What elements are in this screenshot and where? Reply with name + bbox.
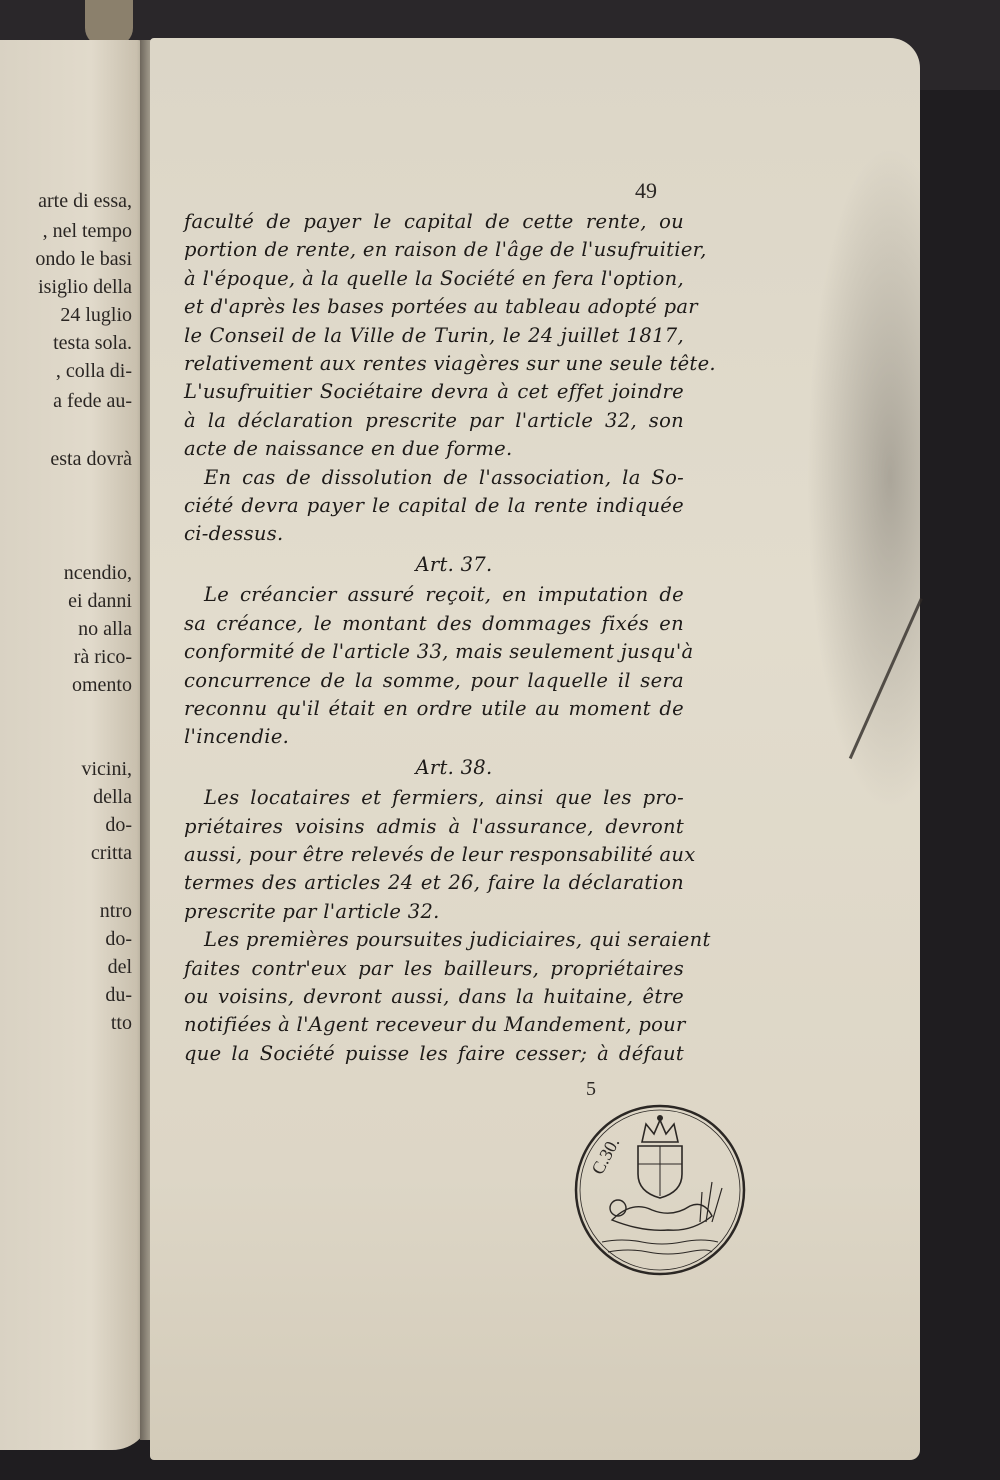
left-line: critta	[90, 842, 132, 864]
left-page	[0, 40, 152, 1450]
text-line: Le créancier assuré reçoit, en imputation de	[204, 583, 684, 607]
left-line: isiglio della	[38, 276, 132, 298]
text-line: l'incendie.	[184, 725, 290, 749]
left-line: no alla	[78, 618, 132, 640]
page-crease	[849, 598, 923, 759]
left-line: ncendio,	[63, 562, 132, 584]
text-line: aussi, pour être relevés de leur responsabilité aux	[184, 842, 696, 866]
left-line: du-	[105, 984, 132, 1006]
left-line: arte di essa,	[38, 190, 132, 212]
text-line: que la Société puisse les faire cesser; à défaut	[184, 1041, 684, 1065]
article-heading-37: Art. 37.	[415, 552, 493, 576]
left-line: omento	[72, 674, 132, 696]
body-text	[184, 208, 716, 1068]
left-line: ei danni	[68, 590, 132, 612]
text-line: à l'époque, à la quelle la Société en fera l'option,	[184, 266, 684, 290]
left-line: , colla di-	[55, 360, 132, 382]
text-line: concurrence de la somme, pour laquelle il sera	[184, 668, 684, 692]
left-line: testa sola.	[53, 332, 132, 354]
left-line: rà rico-	[73, 646, 132, 668]
left-line: a fede au-	[53, 390, 132, 412]
text-line: faites contr'eux par les bailleurs, propriétaires	[184, 956, 684, 980]
text-line: En cas de dissolution de l'association, la So-	[204, 465, 684, 489]
text-line: relativement aux rentes viagères sur une seule tête.	[184, 352, 716, 376]
text-line: conformité de l'article 33, mais seulement jusqu'à	[184, 640, 694, 664]
text-line: à la déclaration prescrite par l'article 32, son	[184, 408, 684, 432]
text-line: faculté de payer le capital de cette rente, ou	[184, 210, 684, 233]
text-line: acte de naissance en due forme.	[184, 437, 513, 461]
text-line: Les premières poursuites judiciaires, qui seraient	[204, 928, 711, 952]
left-line: 24 luglio	[60, 304, 132, 326]
article-heading-38: Art. 38.	[415, 755, 493, 779]
left-line: , nel tempo	[42, 220, 132, 242]
text-line: L'usufruitier Sociétaire devra à cet effet joindre	[184, 380, 684, 404]
left-line: do-	[105, 928, 132, 950]
stamp-label: C.30.	[587, 1133, 624, 1178]
text-line: sa créance, le montant des dommages fixés en	[184, 611, 684, 635]
text-line: ciété devra payer le capital de la rente indiquée	[184, 494, 684, 518]
text-line: portion de rente, en raison de l'âge de l'usufruitier,	[184, 238, 707, 262]
left-line: ondo le basi	[35, 248, 132, 270]
text-line: priétaires voisins admis à l'assurance, devront	[184, 814, 684, 838]
left-line: vicini,	[81, 758, 132, 780]
left-line: esta dovrà	[50, 448, 132, 470]
page-number: 49	[635, 178, 657, 203]
text-line: Les locataires et fermiers, ainsi que les pro-	[204, 786, 684, 810]
text-line: reconnu qu'il était en ordre utile au moment de	[184, 696, 684, 720]
text-line: prescrite par l'article 32.	[184, 899, 440, 923]
left-line: tto	[110, 1012, 132, 1034]
text-line: ci-dessus.	[184, 522, 284, 546]
left-line: del	[107, 956, 132, 978]
text-line: le Conseil de la Ville de Turin, le 24 juillet 1817,	[184, 323, 684, 347]
signature-mark: 5	[586, 1078, 596, 1100]
library-stamp-icon	[572, 1102, 748, 1278]
left-line: do-	[105, 814, 132, 836]
text-line: termes des articles 24 et 26, faire la déclaration	[184, 871, 684, 895]
text-line: notifiées à l'Agent receveur du Mandement, pour	[184, 1013, 686, 1037]
left-line: ntro	[99, 900, 132, 922]
text-line: ou voisins, devront aussi, dans la huitaine, être	[184, 984, 684, 1008]
right-page	[150, 38, 920, 1460]
left-line: della	[93, 786, 132, 808]
text-line: et d'après les bases portées au tableau adopté par	[184, 295, 698, 319]
